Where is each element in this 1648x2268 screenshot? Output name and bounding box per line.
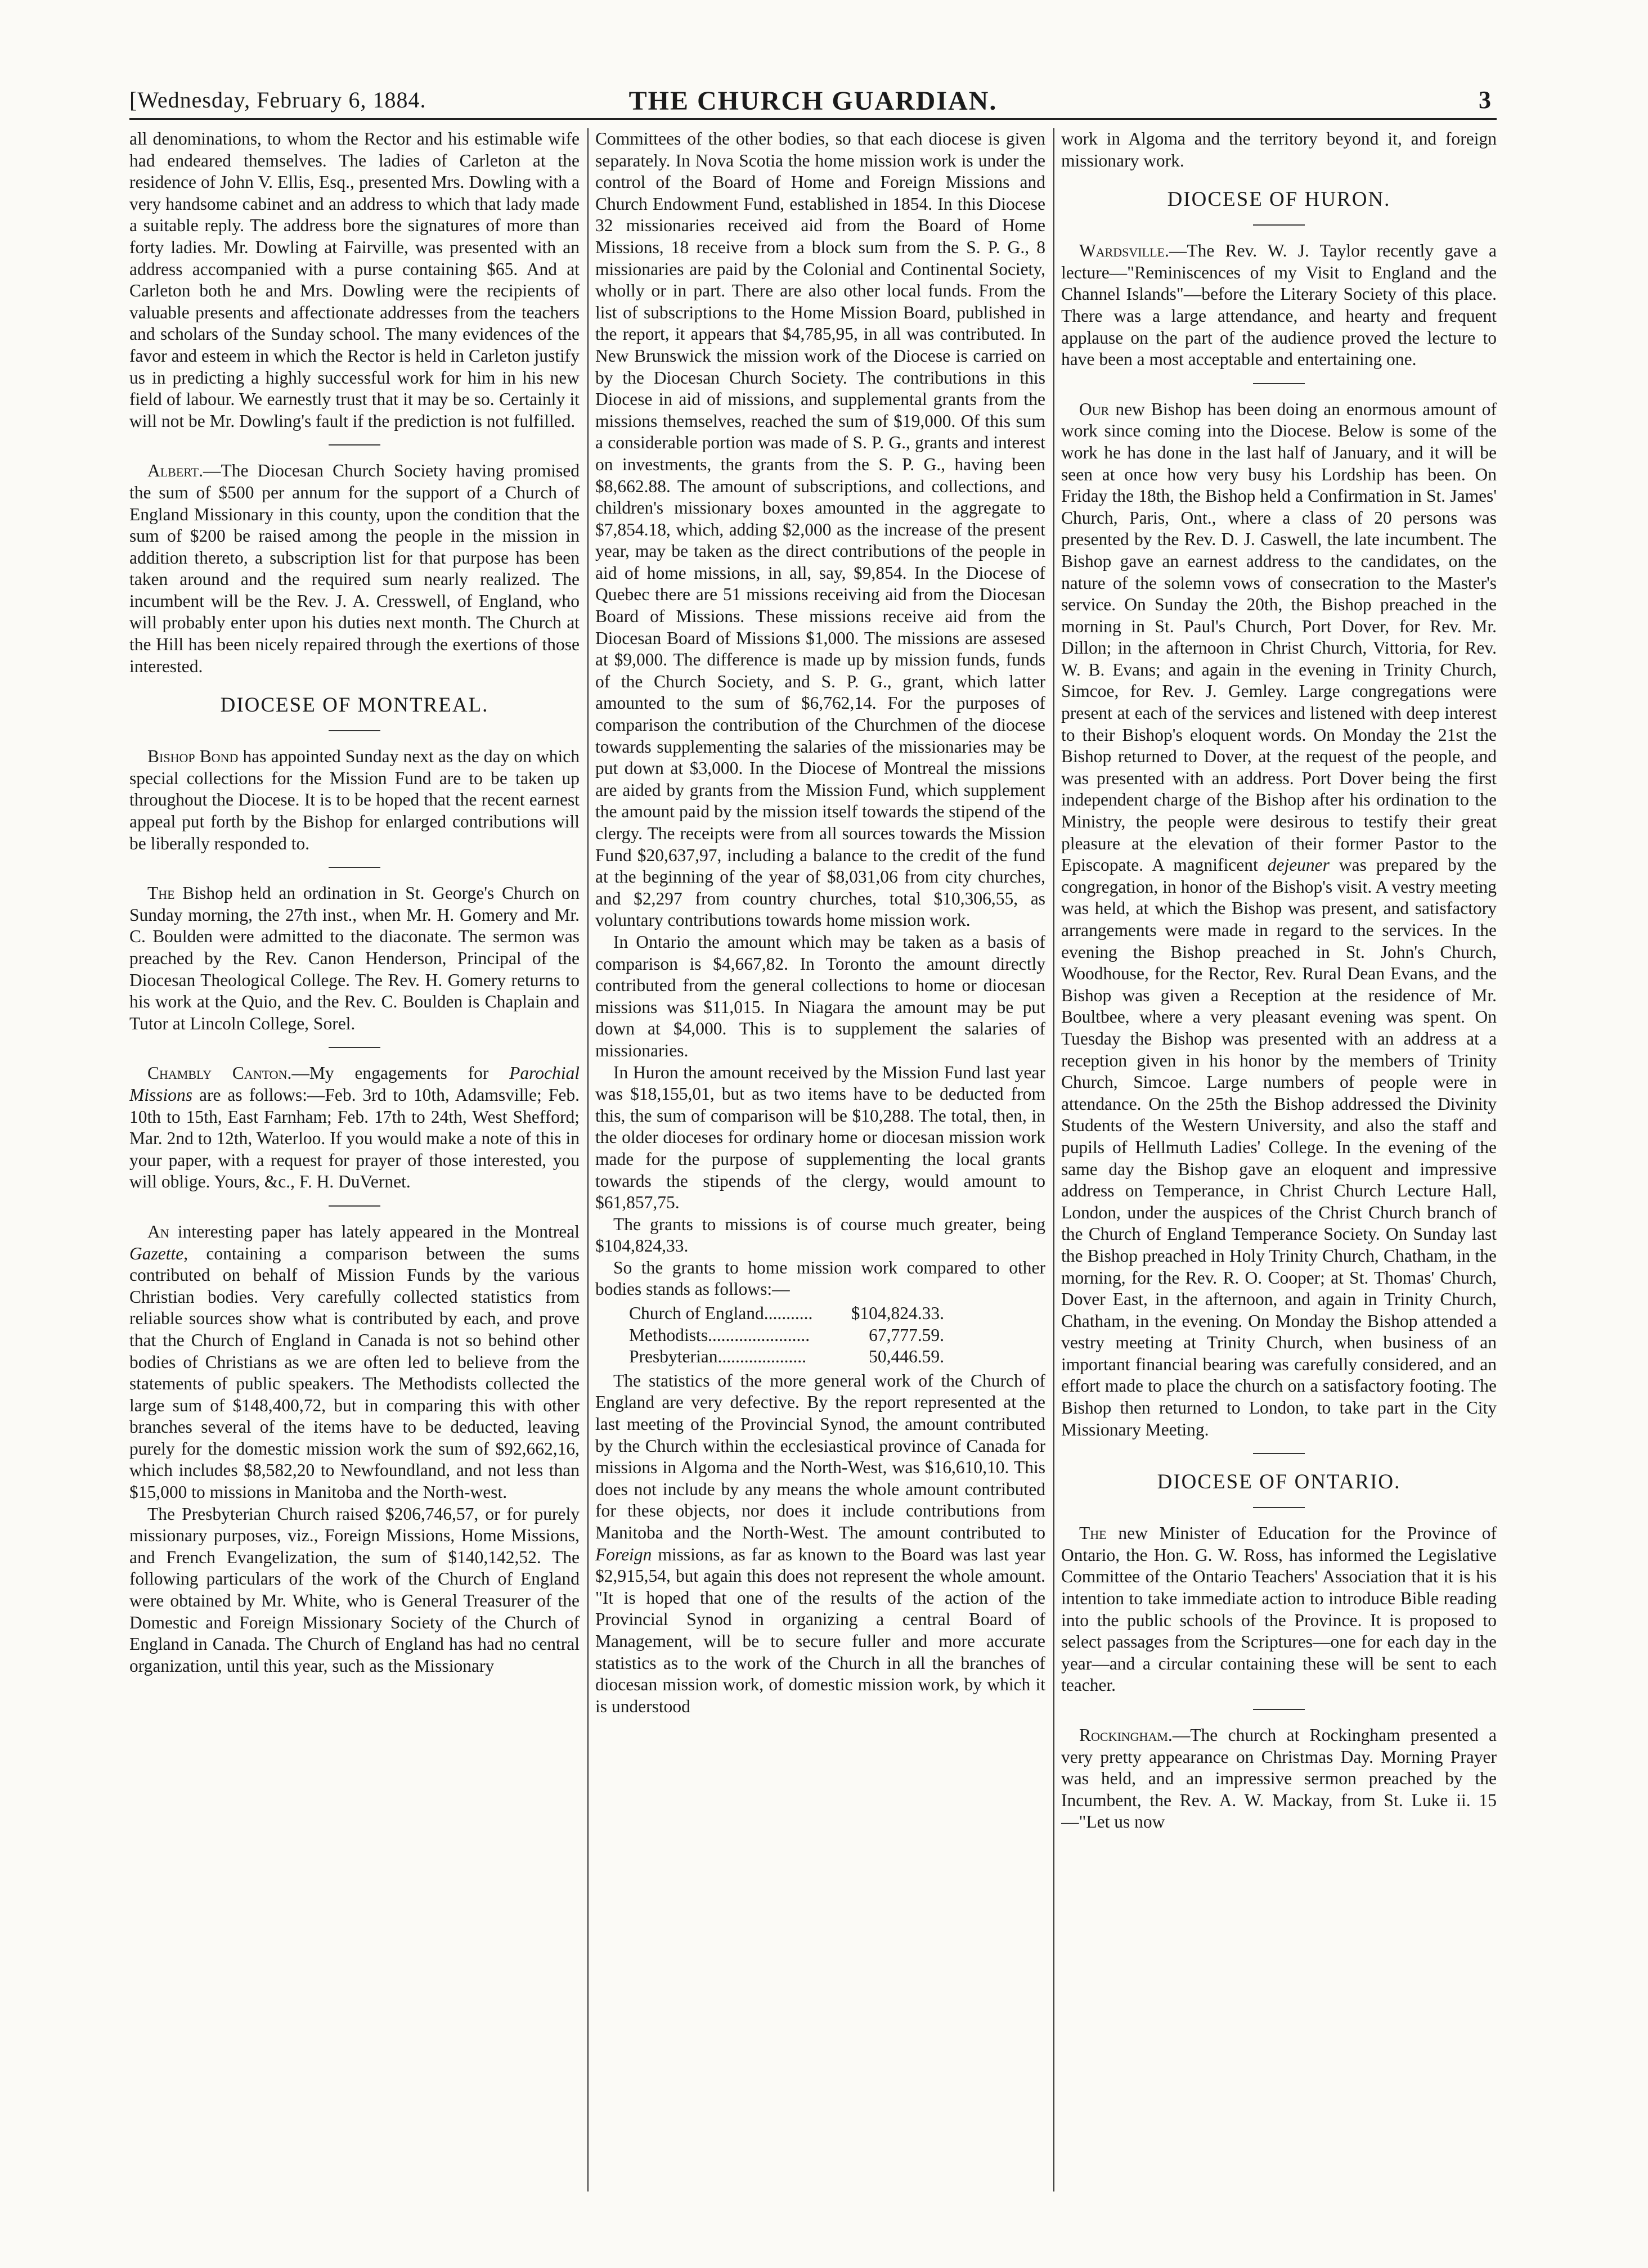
article-paragraph (1061, 399, 1497, 1441)
article-paragraph (129, 883, 580, 1034)
italic-text: Foreign (595, 1544, 652, 1564)
table-cell-amount: 67,777.59. (869, 1325, 944, 1345)
table-row (629, 1346, 944, 1368)
italic-text: dejeuner (1267, 855, 1330, 875)
dateline: Rockingham. (1079, 1725, 1173, 1745)
article-paragraph: So the grants to home mission work compared to other bodies stands as follows:— (595, 1257, 1045, 1299)
article-paragraph (595, 1370, 1045, 1718)
lead-words: Bishop Bond (147, 746, 239, 767)
paragraph-text: —The Diocesan Church Society having promised the sum of $500 per annum for the support of a Church of England Missionary in this county, upon the condition that the sum of $200 be raised among the people in the mission in addition thereto, a subscription list for that purpose has been taken around and the required sum nearly realized. The incumbent will be the Rev. J. A. Cresswell, of England, who will probably enter upon his duties next month. The Church at the Hill has been nicely repaired through the exertions of those interested. (129, 461, 580, 676)
section-divider (1253, 1507, 1305, 1508)
article-paragraph (129, 1221, 580, 1504)
dateline: Chambly Canton. (147, 1063, 292, 1083)
article-paragraph: In Huron the amount received by the Mission Fund last year was $18,155,01, but as two items have to be deducted from this, the sum of comparison will be $10,288. The total, then, in the older dioceses for ordinary home or diocesan mission work made for the purpose of supplementing the local grants towards the stipends of the clergy, would amount to $61,857,75. (595, 1062, 1045, 1213)
section-divider (1253, 1709, 1305, 1710)
section-divider (329, 444, 380, 446)
lead-words: The (147, 883, 175, 903)
paragraph-text: missions, as far as known to the Board was last year $2,915,54, but again this does not represent the whole amount. "It is hoped that one of the results of the action of the Provincial Synod in organizing a central Board of Management, will be to secure fuller and more accurate statistics as to the work of the Church in all the branches of diocesan mission work, of domestic mission work, by which it is understood (595, 1544, 1045, 1716)
table-row (629, 1325, 944, 1347)
table-leader-dots: ........... (764, 1303, 813, 1324)
dateline: Albert. (147, 461, 203, 481)
section-heading: DIOCESE OF ONTARIO. (1157, 1470, 1401, 1494)
article-paragraph (1061, 1725, 1497, 1833)
column-rule (1053, 128, 1054, 2192)
table-cell-amount: $104,824.33. (851, 1303, 944, 1324)
paragraph-text: was prepared by the congregation, in honor of the Bishop's visit. A vestry meeting was held, at which the Bishop was present, and satisfactory arrangements were made in regard to the services. In the evening the Bishop preached in St. John's Church, Woodhouse, for the Rector, Rev. Rural Dean Evans, and the Bishop was given a Reception at the residence of Mr. Boultbee, where a very pleasant evening was spent. On Tuesday the Bishop was presented with an address at a reception given in his honor by the members of Trinity Church, Simcoe. Large numbers of people were in attendance. On the 25th the Bishop addressed the Divinity Students of the Western University, and also the staff and pupils of Hellmuth Ladies' College. In the evening of the same day the Bishop gave an eloquent and impressive address on Temperance, in Christ Church Lecture Hall, London, under the auspices of the Christ Church branch of the Church of England Temperance Society. On Sunday last the Bishop preached in Holy Trinity Church, Chatham, in the morning, for the Rev. R. O. Cooper; at St. Thomas' Church, Dover East, in the afternoon, and again in Trinity Church, Chatham, in the evening. On Monday the Bishop attended a vestry meeting at Trinity Church, when business of an important financial bearing was carefully considered, and an effort made to place the church on a satisfactory footing. The Bishop then returned to London, to take part in the City Missionary Meeting. (1061, 855, 1497, 1439)
section-divider (329, 867, 380, 868)
article-paragraph: In Ontario the amount which may be taken as a basis of comparison is $4,667,82. In Toronto the amount directly contributed from the general collections to home or diocesan missions was $11,015. In Niagara the amount may be put down at $4,000. This is to supplement the salaries of missionaries. (595, 932, 1045, 1060)
paragraph-text: new Minister of Education for the Province of Ontario, the Hon. G. W. Ross, has informed the Legislative Committee of the Ontario Teachers' Association that it is his intention to take immediate action to introduce Bible reading into the public schools of the Province. It is proposed to select passages from the Scriptures—one for each day in the year—and a circular containing these will be sent to each teacher. (1061, 1523, 1497, 1695)
paragraph-text: , containing a comparison between the sums contributed on behalf of Mission Funds by the various Christian bodies. Very carefully collected statistics from reliable sources show what is contributed by each, and prove that the Church of England in Canada is not so behind other bodies of Christians as we are often led to believe from the statements of public speakers. The Methodists collected the large sum of $148,400,72, but in comparing this with other branches several of the items have to be deducted, leaving purely for the domestic mission work the sum of $92,662,16, which includes $8,582,20 to Newfoundland, and not less than $15,000 to missions in Manitoba and the North-west. (129, 1243, 580, 1502)
table-cell-amount: 50,446.59. (869, 1347, 944, 1367)
section-divider (1253, 224, 1305, 226)
paragraph-text: —The Rev. W. J. Taylor recently gave a lecture—"Reminiscences of my Visit to England and the Channel Islands"—before the Literary Society of this place. There was a large attendance, and hearty and frequent applause on the part of the audience proved the lecture to have been a most acceptable and entertaining one. (1061, 241, 1497, 370)
section-heading: DIOCESE OF MONTREAL. (220, 694, 489, 717)
section-divider (329, 1205, 380, 1207)
paragraph-text: are as follows:—Feb. 3rd to 10th, Adamsville; Feb. 10th to 15th, East Farnham; Feb. 17th to 24th, West Shefford; Mar. 2nd to 12th, Waterloo. If you would make a note of this in your paper, with a request for prayer of those interested, you will oblige. Yours, &c., F. H. DuVernet. (129, 1084, 580, 1192)
table-cell-name: Presbyterian (629, 1347, 718, 1367)
article-paragraph: all denominations, to whom the Rector and his estimable wife had endeared themselves. The ladies of Carleton at the residence of John V. Ellis, Esq., presented Mrs. Dowling with a very handsome cabinet and an address to which that lady made a suitable reply. The address bore the signatures of more than forty ladies. Mr. Dowling at Fairville, was presented with an address accompanied with a purse containing $65. And at Carleton both he and Mrs. Dowling were the recipients of valuable presents and affectionate addresses from the teachers and scholars of the Sunday school. The many evidences of the favor and esteem in which the Rector is held in Carleton justify us in predicting a highly successful work for him in his new field of labour. We earnestly trust that it may be so. Certainly it will not be Mr. Dowling's fault if the prediction is not fulfilled. (129, 129, 580, 431)
article-paragraph: The grants to missions is of course much greater, being $104,824,33. (595, 1214, 1045, 1256)
article-paragraph: work in Algoma and the territory beyond it, and foreign missionary work. (1061, 129, 1497, 170)
paper-title: THE CHURCH GUARDIAN. (628, 86, 998, 116)
paragraph-text: The statistics of the more general work of the Church of England are very defective. By the report represented at the last meeting of the Provincial Synod, the amount contributed by the Church within the ecclesiastical province of Canada for missions in Algoma and the North-West, was $16,610,10. This does not include by any means the whole amount contributed for these objects, nor does it include contributions from Manitoba and the North-West. The amount contributed to (595, 1370, 1045, 1542)
article-paragraph (1061, 1523, 1497, 1696)
column-1 (129, 128, 580, 2192)
section-divider (329, 1047, 380, 1048)
paragraph-text: interesting paper has lately appeared in the Montreal (169, 1221, 580, 1241)
article-paragraph: Committees of the other bodies, so that each diocese is given separately. In Nova Scotia the home mission work is under the control of the Board of Home and Foreign Missions and Church Endowment Fund, established in 1854. In this Diocese 32 missionaries received aid from the Board of Home Missions, 18 receive from a block sum from the S. P. G., 8 missionaries are paid by the Colonial and Continental Society, wholly or in part. There are also other local funds. From the list of subscriptions to the Home Mission Board, published in the report, it appears that $4,785,95, in all was contributed. In New Brunswick the mission work of the Diocese is carried on by the Diocesan Church Society. The contributions in this Diocese in aid of missions, and supplemental grants from the missions themselves, reached the sum of $19,000. Of this sum a considerable portion was made of S. P. G., grants and interest on investments, the grants from the S. P. G., having been $8,662.88. The amount of subscriptions, and collections, and children's missionary boxes amounted in the aggregate to $7,854.18, which, adding $2,000 as the increase of the present year, may be taken as the direct contributions of the people in aid of home missions, in all, say, $9,854. In the Diocese of Quebec there are 51 missions receiving aid from the Diocesan Board of Missions. These missions receive aid from the Diocesan Board of Missions $1,000. The missions are assesed at $9,000. The difference is made up by mission funds, funds of the Church Society, and S. P. G., grant, which latter amounted to the sum of $6,762,14. For the purposes of comparison the contribution of the Churchmen of the diocese towards supplementing the salaries of the missionaries may be put down at $3,000. In the Diocese of Montreal the missions are aided by grants from the Mission Fund, which supplement the amount paid by the mission itself towards the stipend of the clergy. The receipts were from all sources towards the Mission Fund $20,637,97, including a balance to the credit of the fund at the beginning of the year of $8,031,06 from city churches, and $2,297 from country churches, total $10,306,55, as voluntary contributions towards home mission work. (595, 129, 1045, 930)
section-heading: DIOCESE OF HURON. (1167, 188, 1391, 212)
dateline: Wardsville. (1079, 241, 1169, 261)
lead-words: An (147, 1221, 169, 1241)
lead-words: Our (1079, 399, 1110, 419)
paragraph-text: —My engagements for (291, 1063, 510, 1083)
table-leader-dots: ....................... (708, 1325, 810, 1345)
table-leader-dots: .................... (717, 1347, 806, 1367)
section-divider (1253, 1453, 1305, 1454)
table-row (629, 1303, 944, 1325)
table-cell-name: Methodists (629, 1325, 708, 1345)
paragraph-text: Bishop held an ordination in St. George's Church on Sunday morning, the 27th inst., when Mr. H. Gomery and Mr. C. Boulden were admitted to the diaconate. The sermon was preached by the Rev. Canon Henderson, Principal of the Diocesan Theological College. The Rev. H. Gomery returns to his work at the Quio, and the Rev. C. Boulden is Chaplain and Tutor at Lincoln College, Sorel. (129, 883, 580, 1033)
paragraph-text: has appointed Sunday next as the day on which special collections for the Mission Fund are to be taken up throughout the Diocese. It is to be hoped that the recent earnest appeal put forth by the Bishop for enlarged contributions will be liberally responded to. (129, 746, 580, 853)
article-paragraph (129, 1063, 580, 1193)
italic-text: Parochial Missions (129, 1063, 580, 1105)
article-paragraph (129, 746, 580, 854)
italic-text: Gazette (129, 1243, 184, 1263)
contributions-table (629, 1303, 1045, 1368)
section-divider (1253, 383, 1305, 384)
table-cell-name: Church of England (629, 1303, 764, 1324)
article-paragraph: The Presbyterian Church raised $206,746,57, or for purely missionary purposes, viz., Foreign Missions, Home Missions, and French Evangelization, the sum of $140,142,52. The following particulars of the work of the Church of England were obtained by Mr. White, who is General Treasurer of the Domestic and Foreign Missionary Society of the Church of England in Canada. The Church of England has had no central organization, until this year, such as the Missionary (129, 1504, 580, 1676)
section-divider (329, 730, 380, 731)
column-2 (595, 128, 1045, 2192)
page-number: 3 (1479, 86, 1491, 114)
paragraph-text: new Bishop has been doing an enormous amount of work since coming into the Diocese. Below is some of the work he has done in the last half of January, and it will be seen at once how very busy his Lordship has been. On Friday the 18th, the Bishop held a Confirmation in St. James' Church, Paris, Ont., where a class of 20 persons was presented by the Rev. D. J. Caswell, the late incumbent. The Bishop gave an earnest address to the candidates, on the nature of the solemn vows of consecration to the Master's service. On Sunday the 20th, the Bishop preached in the morning in St. Paul's Church, Port Dover, for Rev. Mr. Dillon; in the afternoon in Christ Church, Vittoria, for Rev. W. B. Evans; and again in the evening in Trinity Church, Simcoe, for Rev. J. Gemley. Large congregations were present at each of the services and listened with deep interest to their Bishop's eloquent words. On Monday the 21st the Bishop returned to Dover, at the request of the people, and was presented with an address. Port Dover being the first independent charge of the Bishop after his ordination to the Ministry, the people were desirous to testify their great pleasure at the elevation of their former Pastor to the Episcopate. A magnificent (1061, 399, 1497, 875)
column-rule (587, 128, 589, 2192)
lead-words: The (1079, 1523, 1107, 1544)
issue-date: [Wednesday, February 6, 1884. (129, 87, 426, 112)
column-3 (1061, 128, 1497, 2192)
masthead (129, 84, 1497, 120)
paragraph-text: —The church at Rockingham presented a very pretty appearance on Christmas Day. Morning Prayer was held, and an impressive sermon preached by the Incumbent, the Rev. A. W. Mackay, from St. Luke ii. 15—"Let us now (1061, 1725, 1497, 1832)
article-paragraph (129, 460, 580, 677)
article-paragraph (1061, 240, 1497, 371)
